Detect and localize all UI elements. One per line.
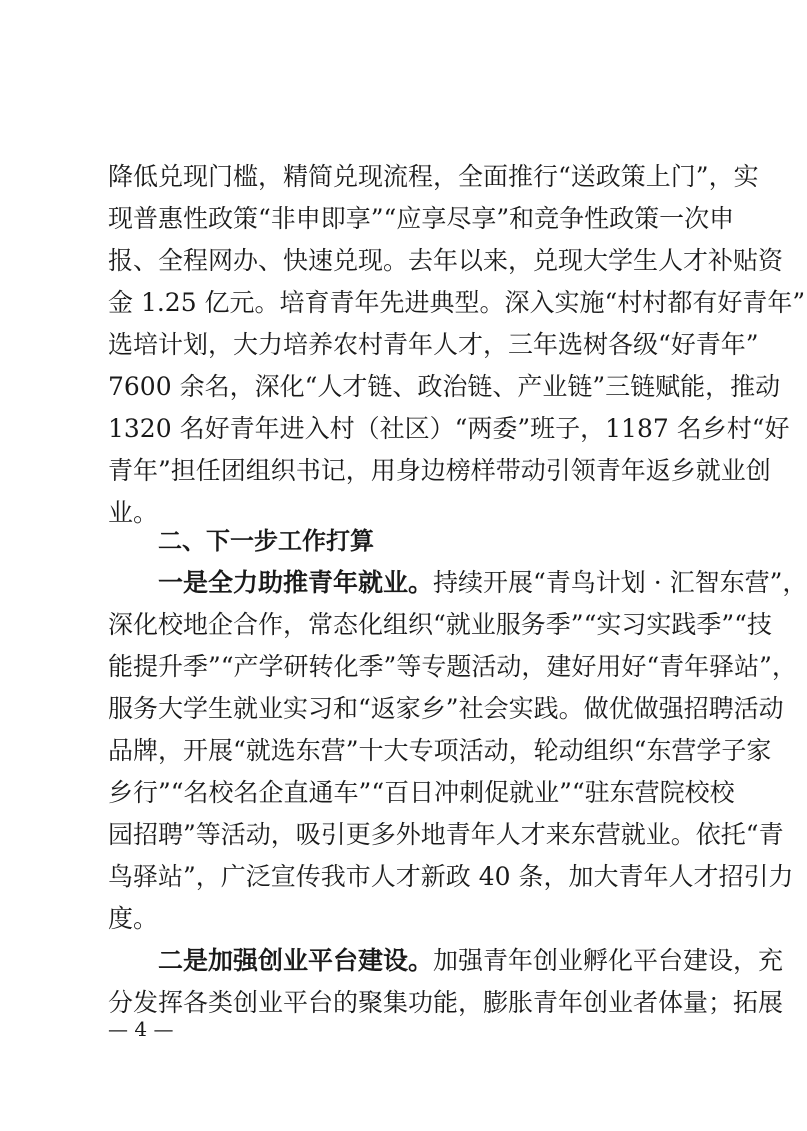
body-text-line: 业。	[108, 498, 159, 527]
paragraph-lead: 一是全力助推青年就业。	[158, 568, 434, 597]
body-text-line: 乡行”“名校名企直通车”“百日冲刺促就业”“驻东营院校校	[108, 778, 735, 807]
body-text-line: 鸟驿站”，广泛宣传我市人才新政 40 条，加大青年人才招引力	[108, 862, 794, 891]
body-text-line: 金 1.25 亿元。培育青年先进典型。深入实施“村村都有好青年”	[108, 288, 806, 317]
body-text-line: 7600 余名，深化“人才链、政治链、产业链”三链赋能，推动	[108, 372, 781, 401]
body-text-line: 深化校地企合作，常态化组织“就业服务季”“实习实践季”“技	[108, 610, 772, 639]
paragraph-first-line	[158, 563, 807, 603]
body-text-line: 1320 名好青年进入村（社区）“两委”班子，1187 名乡村“好	[108, 414, 790, 443]
body-text-line: 青年”担任团组织书记，用身边榜样带动引领青年返乡就业创	[108, 456, 771, 485]
body-text-line: 报、全程网办、快速兑现。去年以来，兑现大学生人才补贴资	[108, 246, 784, 275]
body-text-line: 度。	[108, 904, 159, 933]
body-text-line: 能提升季”“产学研转化季”等专题活动，建好用好“青年驿站”，	[108, 652, 797, 681]
body-text-line: 服务大学生就业实习和“返家乡”社会实践。做优做强招聘活动	[108, 694, 784, 723]
paragraph-first-line	[158, 941, 784, 981]
body-text-line: 降低兑现门槛，精简兑现流程，全面推行“送政策上门”，实	[108, 162, 759, 191]
paragraph-text: 持续开展“青鸟计划 · 汇智东营”，	[433, 568, 807, 597]
page-number: — 4 —	[108, 1017, 174, 1041]
paragraph-text: 加强青年创业孵化平台建设，充	[433, 946, 784, 975]
section-heading: 二、下一步工作打算	[158, 527, 374, 555]
body-text-line: 现普惠性政策“非申即享”“应享尽享”和竞争性政策一次申	[108, 204, 735, 233]
body-text-line: 选培计划，大力培养农村青年人才，三年选树各级“好青年”	[108, 330, 759, 359]
paragraph-lead: 二是加强创业平台建设。	[158, 946, 434, 975]
body-text-line: 园招聘”等活动，吸引更多外地青年人才来东营就业。依托“青	[108, 820, 784, 849]
body-text-line: 品牌，开展“就选东营”十大专项活动，轮动组织“东营学子家	[108, 736, 772, 765]
body-text-line: 分发挥各类创业平台的聚集功能，膨胀青年创业者体量；拓展	[108, 988, 784, 1017]
